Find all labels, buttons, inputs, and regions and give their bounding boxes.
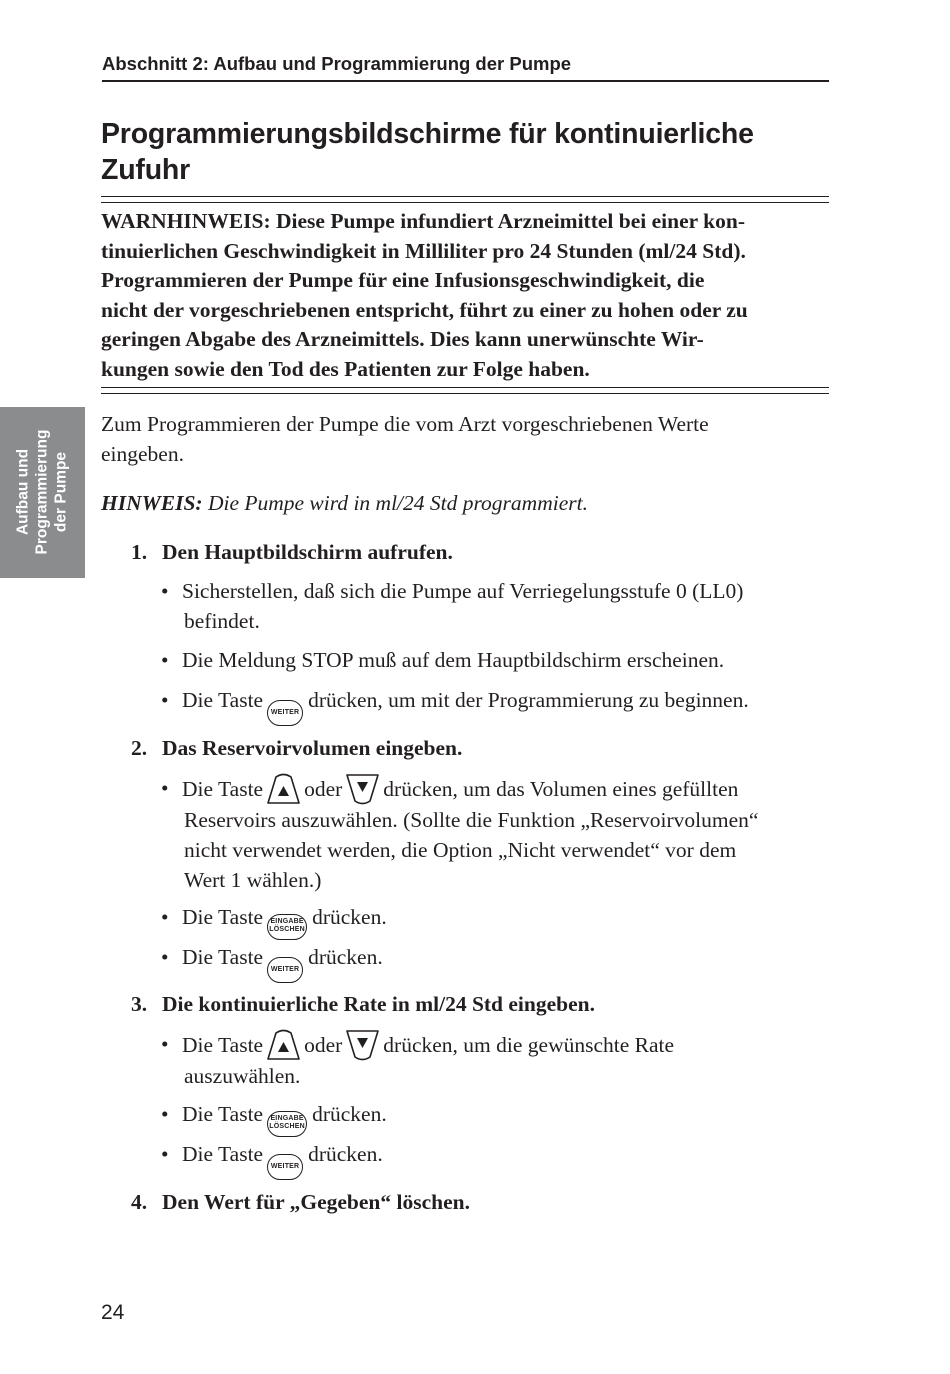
bullet-text: drücken. xyxy=(312,1102,387,1126)
bullet-text: Die Taste xyxy=(182,1033,264,1057)
list-item xyxy=(161,645,831,675)
note-paragraph xyxy=(101,488,831,518)
warning-line: geringen Abgabe des Arzneimittels. Dies kann unerwünschte Wir- xyxy=(101,327,704,351)
key-label: LÖSCHEN xyxy=(269,1123,305,1130)
bullet-text: befindet. xyxy=(184,609,260,633)
step-1 xyxy=(131,537,831,567)
key-label: EINGABE xyxy=(270,918,304,925)
bullet-dot: • xyxy=(161,579,169,603)
warning-line: nicht der vorgeschriebenen entspricht, führt zu einer zu hohen oder zu xyxy=(101,297,748,322)
bullet-text: drücken. xyxy=(308,1142,383,1166)
eingabe-loeschen-key-icon xyxy=(267,1111,307,1137)
list-item xyxy=(161,1029,831,1091)
bullet-text: Die Taste xyxy=(182,1142,264,1166)
bullet-dot: • xyxy=(161,688,169,712)
bullet-text: Die Taste xyxy=(182,905,264,929)
step-title: Das Reservoirvolumen eingeben. xyxy=(162,736,463,760)
bullet-text: oder xyxy=(304,1033,343,1057)
bullet-dot: • xyxy=(161,1142,169,1166)
bullet-dot: • xyxy=(161,776,169,800)
key-label: EINGABE xyxy=(270,1115,304,1122)
list-item xyxy=(161,685,831,726)
step-number: 4. xyxy=(131,1190,148,1214)
intro-line: eingeben. xyxy=(101,442,184,466)
key-label: LÖSCHEN xyxy=(269,926,305,933)
step-number: 1. xyxy=(131,540,148,564)
side-tab-label: Aufbau und Programmierung der Pumpe xyxy=(14,429,70,555)
warning-line: WARNHINWEIS: Diese Pumpe infundiert Arzneimittel bei einer kon- xyxy=(101,209,745,233)
section-header: Abschnitt 2: Aufbau und Programmierung der Pumpe xyxy=(102,53,572,74)
page-number: 24 xyxy=(101,1301,125,1324)
list-item xyxy=(161,1099,831,1137)
bullet-text: Wert 1 wählen.) xyxy=(184,868,322,892)
bullet-text: drücken. xyxy=(308,945,383,969)
bullet-text: auszuwählen. xyxy=(184,1064,301,1088)
step-title: Den Hauptbildschirm aufrufen. xyxy=(162,540,453,564)
bullet-dot: • xyxy=(161,945,169,969)
list-item xyxy=(161,942,831,983)
bullet-text: Sicherstellen, daß sich die Pumpe auf Verriegelungsstufe 0 (LL0) xyxy=(182,579,744,603)
bullet-text: Reservoirs auszuwählen. (Sollte die Funktion „Reservoirvolumen“ xyxy=(184,808,759,832)
weiter-key-icon: WEITER xyxy=(267,957,303,983)
list-item xyxy=(161,576,831,636)
bullet-text: drücken. xyxy=(312,905,387,929)
bullet-text: Die Taste xyxy=(182,1102,264,1126)
warning-top-rule xyxy=(101,196,829,203)
warning-line: Programmieren der Pumpe für eine Infusionsgeschwindigkeit, die xyxy=(101,268,705,292)
page-title: Programmierungsbildschirme für kontinuierliche Zufuhr xyxy=(101,118,754,186)
warning-line: kungen sowie den Tod des Patienten zur Folge haben. xyxy=(101,356,590,381)
bullet-text: Die Taste xyxy=(182,688,264,712)
note-label: HINWEIS: xyxy=(101,491,203,515)
down-arrow-key-icon xyxy=(345,773,380,805)
header-rule xyxy=(102,80,829,82)
bullet-text: Die Taste xyxy=(182,777,264,801)
bullet-text: Die Taste xyxy=(182,945,264,969)
step-4 xyxy=(131,1187,831,1217)
eingabe-loeschen-key-icon xyxy=(267,914,307,940)
note-text: Die Pumpe wird in ml/24 Std programmiert. xyxy=(202,491,588,515)
bullet-dot: • xyxy=(161,648,169,672)
step-title: Den Wert für „Gegeben“ löschen. xyxy=(162,1190,470,1214)
step-title: Die kontinuierliche Rate in ml/24 Std eingeben. xyxy=(162,992,595,1016)
bullet-text: drücken, um die gewünschte Rate xyxy=(383,1033,675,1057)
weiter-key-icon: WEITER xyxy=(267,1154,303,1180)
list-item xyxy=(161,902,831,940)
bullet-dot: • xyxy=(161,1102,169,1126)
bullet-dot: • xyxy=(161,905,169,929)
step-3 xyxy=(131,989,831,1019)
weiter-key-icon: WEITER xyxy=(267,700,303,726)
intro-paragraph xyxy=(101,409,831,469)
list-item xyxy=(161,773,831,895)
bullet-text: nicht verwendet werden, die Option „Nicht verwendet“ vor dem xyxy=(184,838,737,862)
down-arrow-key-icon xyxy=(345,1029,380,1061)
step-2 xyxy=(131,733,831,763)
warning-bottom-rule xyxy=(101,387,829,394)
step-number: 2. xyxy=(131,736,148,760)
bullet-text: Die Meldung STOP muß auf dem Hauptbildschirm erscheinen. xyxy=(182,648,725,672)
warning-line: tinuierlichen Geschwindigkeit in Milliliter pro 24 Stunden (ml/24 Std). xyxy=(101,238,746,263)
warning-box xyxy=(101,207,829,384)
step-number: 3. xyxy=(131,992,148,1016)
bullet-text: drücken, um das Volumen eines gefüllten xyxy=(383,777,739,801)
list-item xyxy=(161,1139,831,1180)
bullet-text: oder xyxy=(304,777,343,801)
intro-line: Zum Programmieren der Pumpe die vom Arzt vorgeschriebenen Werte xyxy=(101,412,709,436)
side-tab xyxy=(0,407,85,578)
up-arrow-key-icon xyxy=(266,773,301,805)
up-arrow-key-icon xyxy=(266,1029,301,1061)
bullet-dot: • xyxy=(161,1032,169,1056)
bullet-text: drücken, um mit der Programmierung zu beginnen. xyxy=(308,688,749,712)
